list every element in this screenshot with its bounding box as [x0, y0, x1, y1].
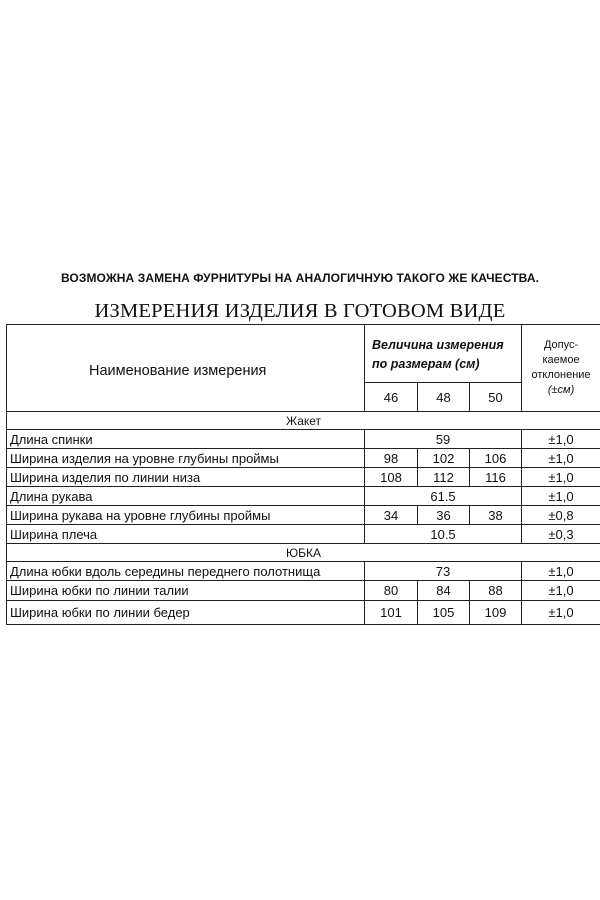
row-value-50: 38 — [470, 506, 522, 525]
row-tolerance: ±0,8 — [522, 506, 600, 525]
table-row — [7, 468, 600, 487]
size-50: 50 — [470, 383, 522, 412]
section-row-jacket — [7, 412, 600, 430]
row-name: Длина рукава — [7, 487, 365, 506]
table-header-row — [7, 325, 600, 383]
header-size-values: Величина измерения по размерам (см) — [365, 325, 522, 383]
header-measurement-name: Наименование измерения — [7, 325, 365, 412]
row-value-48: 102 — [418, 449, 470, 468]
section-title: ЮБКА — [7, 544, 600, 562]
row-name: Ширина юбки по линии талии — [7, 581, 365, 601]
row-value-50: 106 — [470, 449, 522, 468]
table-row — [7, 430, 600, 449]
row-name: Ширина плеча — [7, 525, 365, 544]
measurements-table — [6, 324, 600, 625]
table-row — [7, 506, 600, 525]
row-value-46: 98 — [365, 449, 418, 468]
row-tolerance: ±1,0 — [522, 562, 600, 581]
section-title: Жакет — [7, 412, 600, 430]
row-tolerance: ±1,0 — [522, 449, 600, 468]
table-row — [7, 525, 600, 544]
row-value-46: 108 — [365, 468, 418, 487]
row-value: 59 — [365, 430, 522, 449]
row-tolerance: ±1,0 — [522, 487, 600, 506]
section-row-skirt — [7, 544, 600, 562]
row-value-46: 34 — [365, 506, 418, 525]
header-tolerance-line1: Допус- — [543, 339, 579, 351]
row-value-50: 109 — [470, 601, 522, 625]
row-name: Длина юбки вдоль середины переднего полотнища — [7, 562, 365, 581]
row-name: Ширина юбки по линии бедер — [7, 601, 365, 625]
table-row — [7, 601, 600, 625]
size-48: 48 — [418, 383, 470, 412]
table-row — [7, 487, 600, 506]
row-name: Длина спинки — [7, 430, 365, 449]
row-value-48: 84 — [418, 581, 470, 601]
replacement-note: ВОЗМОЖНА ЗАМЕНА ФУРНИТУРЫ НА АНАЛОГИЧНУЮ ТАКОГО ЖЕ КАЧЕСТВА. — [60, 271, 540, 285]
row-value-48: 112 — [418, 468, 470, 487]
row-value-50: 88 — [470, 581, 522, 601]
row-value-46: 101 — [365, 601, 418, 625]
row-value-46: 80 — [365, 581, 418, 601]
table-row — [7, 449, 600, 468]
row-name: Ширина рукава на уровне глубины проймы — [7, 506, 365, 525]
header-tolerance — [522, 325, 600, 412]
header-tolerance-line3: отклонение — [531, 369, 591, 381]
table-row — [7, 581, 600, 601]
size-46: 46 — [365, 383, 418, 412]
row-value: 61.5 — [365, 487, 522, 506]
row-tolerance: ±0,3 — [522, 525, 600, 544]
row-value-50: 116 — [470, 468, 522, 487]
row-name: Ширина изделия по линии низа — [7, 468, 365, 487]
table-row — [7, 562, 600, 581]
header-tolerance-line2: каемое — [542, 354, 580, 366]
row-tolerance: ±1,0 — [522, 430, 600, 449]
row-tolerance: ±1,0 — [522, 601, 600, 625]
row-tolerance: ±1,0 — [522, 468, 600, 487]
row-value-48: 105 — [418, 601, 470, 625]
page-title: ИЗМЕРЕНИЯ ИЗДЕЛИЯ В ГОТОВОМ ВИДЕ — [94, 300, 506, 322]
row-name: Ширина изделия на уровне глубины проймы — [7, 449, 365, 468]
row-tolerance: ±1,0 — [522, 581, 600, 601]
header-tolerance-line4: (±см) — [547, 384, 575, 396]
row-value: 73 — [365, 562, 522, 581]
row-value: 10.5 — [365, 525, 522, 544]
row-value-48: 36 — [418, 506, 470, 525]
